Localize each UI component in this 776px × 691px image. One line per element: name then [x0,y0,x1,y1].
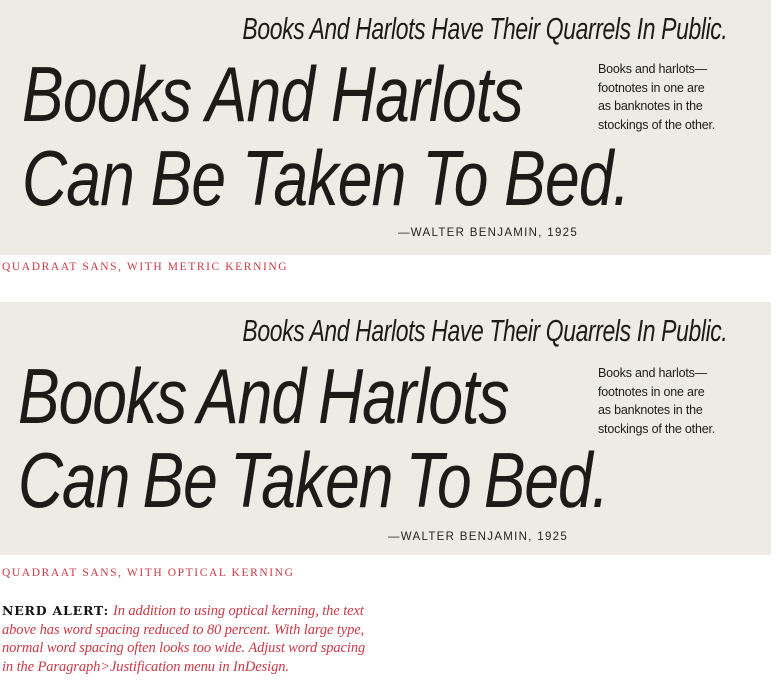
display-line-2: Can Be Taken To Bed. [18,436,609,524]
quote-attribution: —WALTER BENJAMIN, 1925 [398,227,579,239]
display-line-1: Books And Harlots [22,50,523,138]
nerd-alert-line: in the Paragraph>Justification menu in InDesign. [2,658,289,675]
caption-metric-kerning: QUADRAAT SANS, WITH METRIC KERNING [2,261,289,273]
nerd-alert-line: In addition to using optical kerning, the text [113,603,364,619]
specimen-display-text [18,354,608,522]
display-line-2: Can Be Taken To Bed. [22,134,630,222]
specimen-headline: Books And Harlots Have Their Quarrels In Public. [241,313,727,348]
display-line-1: Books And Harlots [18,352,509,440]
quote-attribution: —WALTER BENJAMIN, 1925 [388,531,569,543]
margin-note-line: footnotes in one are [598,384,705,399]
margin-note-line: stockings of the other. [598,117,716,132]
specimen-panel-optical [0,302,771,555]
margin-note-line: as banknotes in the [598,99,703,114]
margin-note-line: as banknotes in the [598,403,703,418]
caption-optical-kerning: QUADRAAT SANS, WITH OPTICAL KERNING [2,567,295,579]
specimen-headline: Books And Harlots Have Their Quarrels In Public. [241,11,727,46]
nerd-alert-label: NERD ALERT: [2,603,109,618]
specimen-panel-metric [0,0,771,255]
margin-note-line: Books and harlots— [598,62,707,76]
margin-note-line: Books and harlots— [598,366,707,380]
nerd-alert-line: normal word spacing often looks too wide. Adjust word spacing [2,640,366,657]
margin-note-line: stockings of the other. [598,421,716,436]
specimen-display-text [22,52,629,220]
margin-note [598,60,748,134]
nerd-alert-note [2,602,392,676]
margin-note-line: footnotes in one are [598,80,705,95]
margin-note [598,364,748,438]
nerd-alert-line: above has word spacing reduced to 80 percent. With large type, [2,621,365,638]
